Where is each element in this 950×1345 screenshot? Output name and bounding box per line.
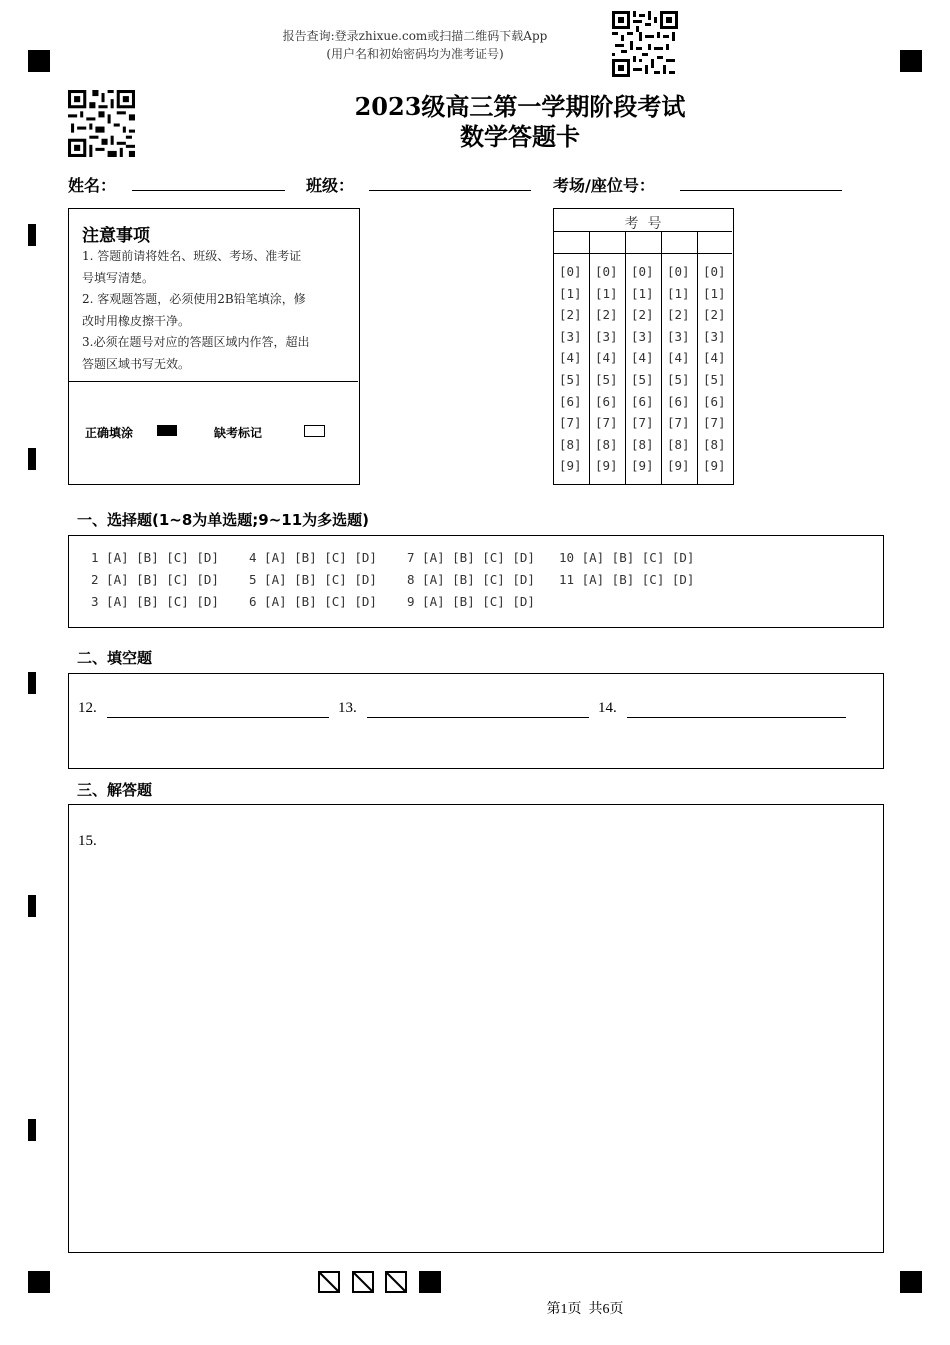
exam-digit-bubble[interactable]: [7] [703,415,726,431]
exam-digit-bubble[interactable]: [5] [631,371,654,387]
q14-answer-line[interactable] [627,717,846,718]
side-marker [28,672,36,694]
exam-digit-bubble[interactable]: [4] [595,350,618,366]
exam-number-box [553,208,734,485]
choice-col-3 [407,550,535,616]
exam-digit-bubble[interactable]: [0] [703,264,726,279]
side-marker [28,895,36,917]
absent-label: 缺考标记 [214,426,263,440]
q13-answer-line[interactable] [367,717,589,718]
notice-divider [69,381,358,382]
choice-row[interactable]: 6 [A] [B] [C] [D] [249,594,377,609]
corner-marker [28,1271,50,1293]
q15-label: 15. [78,833,97,849]
exam-digit-bubble[interactable]: [3] [595,328,618,344]
choice-col-2 [249,550,377,616]
side-marker [28,224,36,246]
answer-box[interactable] [68,804,884,1253]
corner-marker [28,50,50,72]
report-note-line1: 报告查询:登录zhixue.com或扫描二维码下载App [282,29,548,43]
exam-number-column [631,264,654,480]
exam-digit-bubble[interactable]: [9] [667,458,690,474]
seat-field[interactable] [680,190,842,191]
choice-row[interactable]: 9 [A] [B] [C] [D] [407,594,535,609]
name-field[interactable] [132,190,285,191]
absent-checkbox[interactable] [304,425,325,437]
section1-title: 一、选择题(1~8为单选题;9~11为多选题) [77,511,370,529]
notice-line: 改时用橡皮擦干净。 [82,313,191,328]
card-title: 数学答题卡 [460,122,580,151]
exam-digit-bubble[interactable]: [3] [703,328,726,344]
exam-digit-bubble[interactable]: [8] [631,436,654,452]
correct-fill-sample [157,425,177,436]
notice-line: 号填写清楚。 [82,270,155,285]
notice-box [68,208,360,485]
exam-number-col-line [661,231,662,484]
choice-row[interactable]: 2 [A] [B] [C] [D] [91,572,219,587]
choice-row[interactable]: 11 [A] [B] [C] [D] [559,572,695,587]
notice-line: 2. 客观题答题，必须使用2B铅笔填涂，修 [82,292,306,306]
q13-label: 13. [338,700,357,716]
section3-title: 三、解答题 [77,781,153,799]
exam-digit-bubble[interactable]: [8] [559,436,582,452]
exam-digit-bubble[interactable]: [2] [595,307,618,323]
side-marker [28,1119,36,1141]
exam-number-col-line [589,231,590,484]
exam-digit-bubble[interactable]: [5] [559,371,582,387]
exam-digit-bubble[interactable]: [2] [703,307,726,323]
choice-row[interactable]: 1 [A] [B] [C] [D] [91,550,219,565]
notice-list [82,246,309,375]
exam-digit-bubble[interactable]: [1] [667,285,690,301]
exam-digit-bubble[interactable]: [9] [595,458,618,474]
seat-label: 考场/座位号： [553,176,655,195]
exam-digit-bubble[interactable]: [6] [631,393,654,409]
exam-title: 2023级高三第一学期阶段考试 [354,92,686,121]
page-number: 第1页 共6页 [546,1302,624,1317]
exam-digit-bubble[interactable]: [9] [703,458,726,474]
exam-digit-bubble[interactable]: [4] [559,350,582,366]
choice-row[interactable]: 5 [A] [B] [C] [D] [249,572,377,587]
exam-digit-bubble[interactable]: [2] [667,307,690,323]
exam-digit-bubble[interactable]: [3] [559,328,582,344]
side-marker [28,448,36,470]
choice-box [68,535,884,628]
notice-line: 3.必须在题号对应的答题区域内作答，超出 [82,335,310,349]
exam-digit-bubble[interactable]: [6] [667,393,690,409]
page-markers [318,1271,442,1293]
exam-digit-bubble[interactable]: [6] [559,393,582,409]
exam-digit-bubble[interactable]: [9] [631,458,654,474]
exam-digit-bubble[interactable]: [0] [595,264,618,279]
exam-digit-bubble[interactable]: [7] [631,415,654,431]
corner-marker [900,1271,922,1293]
class-field[interactable] [369,190,531,191]
corner-marker [900,50,922,72]
exam-digit-bubble[interactable]: [7] [595,415,618,431]
exam-digit-bubble[interactable]: [3] [631,328,654,344]
choice-row[interactable]: 3 [A] [B] [C] [D] [91,594,219,609]
choice-row[interactable]: 8 [A] [B] [C] [D] [407,572,535,587]
exam-digit-bubble[interactable]: [8] [595,436,618,452]
exam-number-col-line [697,231,698,484]
exam-digit-bubble[interactable]: [8] [667,436,690,452]
exam-number-divider [554,253,732,254]
exam-digit-bubble[interactable]: [6] [595,393,618,409]
exam-digit-bubble[interactable]: [8] [703,436,726,452]
exam-digit-bubble[interactable]: [1] [595,285,618,301]
exam-digit-bubble[interactable]: [9] [559,458,582,474]
exam-digit-bubble[interactable]: [5] [667,371,690,387]
choice-row[interactable]: 4 [A] [B] [C] [D] [249,550,377,565]
name-label: 姓名： [68,176,117,195]
q12-label: 12. [78,700,97,716]
exam-digit-bubble[interactable]: [1] [559,285,582,301]
exam-number-title: 考 号 [624,216,662,232]
exam-digit-bubble[interactable]: [6] [703,393,726,409]
exam-number-column [703,264,726,480]
report-note [240,27,590,63]
exam-digit-bubble[interactable]: [3] [667,328,690,344]
notice-line: 1. 答题前请将姓名、班级、考场、准考证 [82,249,302,263]
exam-number-column [595,264,618,480]
app-qr-code [612,11,678,77]
exam-digit-bubble[interactable]: [7] [667,415,690,431]
choice-col-1 [91,550,219,616]
section2-title: 二、填空题 [77,649,153,667]
exam-number-column [559,264,582,480]
fill-blank-box [68,673,884,769]
notice-title: 注意事项 [82,226,150,246]
exam-digit-bubble[interactable]: [4] [703,350,726,366]
exam-digit-bubble[interactable]: [0] [667,264,690,279]
report-note-line2: (用户名和初始密码均为准考证号) [326,47,504,61]
exam-digit-bubble[interactable]: [5] [595,371,618,387]
exam-number-column [667,264,690,480]
exam-digit-bubble[interactable]: [0] [631,264,654,279]
exam-digit-bubble[interactable]: [2] [559,307,582,323]
exam-digit-bubble[interactable]: [4] [667,350,690,366]
exam-digit-bubble[interactable]: [1] [703,285,726,301]
choice-col-4 [559,550,694,594]
class-label: 班级： [306,176,355,195]
exam-digit-bubble[interactable]: [5] [703,371,726,387]
q12-answer-line[interactable] [107,717,329,718]
notice-line: 答题区域书写无效。 [82,356,191,371]
q14-label: 14. [598,700,617,716]
exam-digit-bubble[interactable]: [2] [631,307,654,323]
exam-digit-bubble[interactable]: [1] [631,285,654,301]
exam-number-divider [554,231,732,232]
exam-digit-bubble[interactable]: [4] [631,350,654,366]
choice-row[interactable]: 7 [A] [B] [C] [D] [407,550,535,565]
exam-digit-bubble[interactable]: [7] [559,415,582,431]
exam-number-col-line [625,231,626,484]
correct-fill-label: 正确填涂 [85,426,134,440]
choice-row[interactable]: 10 [A] [B] [C] [D] [559,550,695,565]
exam-digit-bubble[interactable]: [0] [559,264,582,279]
